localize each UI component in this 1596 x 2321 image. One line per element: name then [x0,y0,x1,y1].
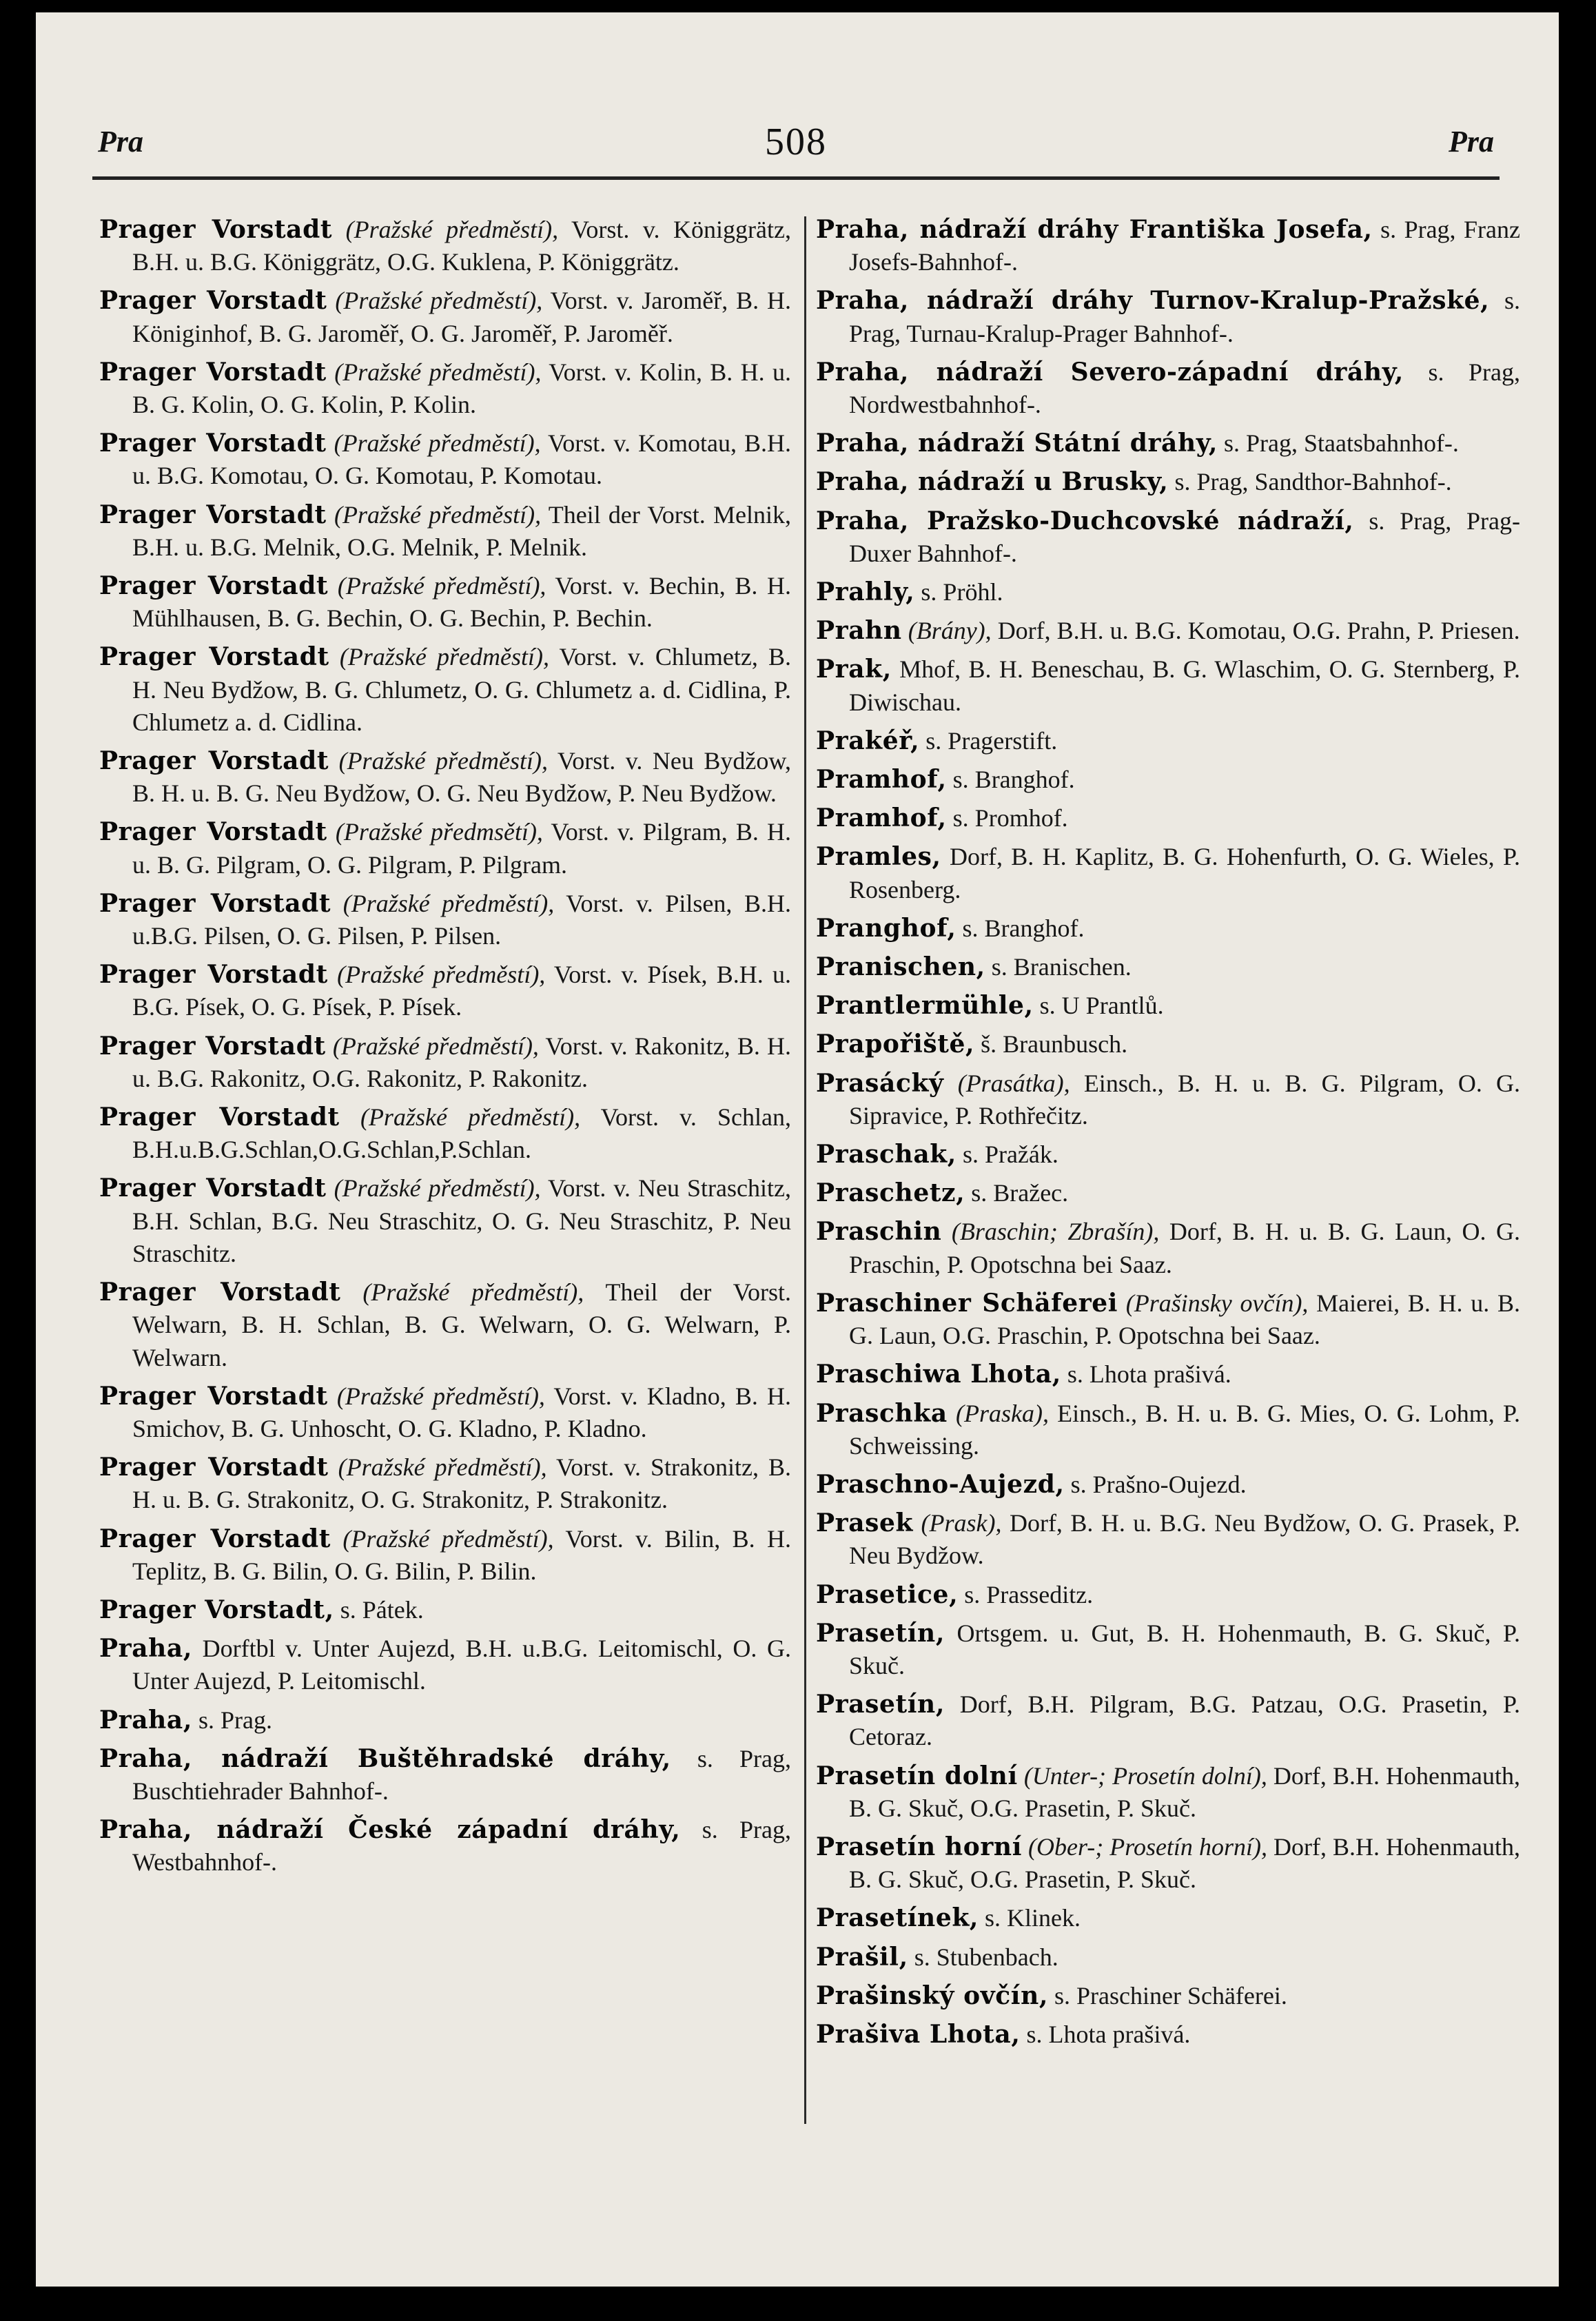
entry-headword: Pranischen, [816,952,985,982]
entry-description: Dorf, B.H. Hohenmauth, B. G. Skuč, O.G. Prasetin, P. Skuč. [849,1832,1520,1894]
entry-czech-name: (Unter-; Prosetín dolní), [1023,1761,1267,1790]
entry-headword: Prager Vorstadt [99,1031,326,1061]
gazetteer-entry [99,356,791,421]
entry-headword: Prager Vorstadt [99,817,327,847]
entry-czech-name: (Pražské předměstí), [337,572,546,600]
entry-description: s. Pragerstift. [919,726,1058,755]
gazetteer-entry [99,641,791,739]
gazetteer-entry [816,1760,1520,1825]
gazetteer-entry [816,1287,1520,1352]
gazetteer-entry [816,725,1520,757]
entry-description: s. Prašno-Oujezd. [1064,1470,1247,1498]
entry-description: s. U Prantlů. [1033,992,1164,1020]
gazetteer-entry [99,285,791,349]
entry-description: s. Branghof. [956,914,1085,942]
entry-czech-name: (Pražské předměstí), [360,1103,581,1132]
entry-headword: Prakéř, [816,726,920,755]
entry-description: Dorftbl v. Unter Aujezd, B.H. u.B.G. Leitomischl, O. G. Unter Aujezd, P. Leitomischl. [132,1635,791,1695]
entry-headword: Prahly, [816,577,915,607]
entry-headword: Praschetz, [816,1178,965,1208]
entry-czech-name: (Prasátka), [957,1069,1070,1097]
entry-headword: Prager Vorstadt, [99,1595,334,1624]
entry-description: s. Prag, Staatsbahnhof-. [1217,429,1459,458]
gazetteer-entry [99,888,791,952]
entry-headword: Praha, nádraží Buštěhradské dráhy, [99,1744,671,1773]
entry-description: s. Prasseditz. [958,1580,1094,1608]
entry-description: Dorf, B. H. u. B. G. Laun, O. G. Praschin, P. Opotschna bei Saaz. [849,1218,1520,1278]
entry-czech-name: (Prašinsky ovčín), [1125,1289,1309,1317]
gazetteer-entry [99,1030,791,1095]
entry-czech-name: (Pražské předměstí), [335,287,543,315]
entry-description: Vorst. v. Jaroměř, B. H. Königinhof, B. G. Jaroměř, O. G. Jaroměř, P. Jaroměř. [132,287,791,347]
gazetteer-entry [99,1451,791,1516]
entry-headword: Prasek [816,1509,914,1538]
entry-description: s. Promhof. [946,804,1068,832]
entry-description: s. Prag, Buschtiehrader Bahnhof-. [132,1744,792,1805]
left-column [99,214,791,1885]
gazetteer-entry [816,1507,1520,1572]
gazetteer-entry [99,1172,791,1270]
entry-headword: Prager Vorstadt [99,888,331,918]
gazetteer-entry [816,214,1520,278]
gazetteer-entry [816,427,1520,460]
entry-headword: Prašiva Lhota, [816,2019,1021,2049]
entry-headword: Prasetice, [816,1579,959,1609]
gazetteer-entry [99,499,791,564]
entry-description: Dorf, B.H. u. B.G. Komotau, O.G. Prahn, P. Priesen. [991,617,1520,645]
entry-description: Einsch., B. H. u. B. G. Mies, O. G. Lohm, P. Schweissing. [849,1399,1520,1460]
entry-description: s. Pátek. [334,1595,424,1624]
gazetteer-entry [816,576,1520,609]
entry-headword: Prasetín dolní [816,1761,1018,1790]
gazetteer-entry [816,1579,1520,1611]
entry-description: s. Praschiner Schäferei. [1047,1981,1287,2010]
gazetteer-entry [816,1398,1520,1462]
entry-description: Vorst. v. Kladno, B. H. Smichov, B. G. Unhoscht, O. G. Kladno, P. Kladno. [132,1382,791,1442]
gazetteer-entry [99,745,791,810]
gazetteer-entry [99,959,791,1023]
entry-description: Dorf, B. H. u. B.G. Neu Bydžow, O. G. Prasek, P. Neu Bydžow. [849,1509,1521,1570]
entry-headword: Praha, [99,1705,192,1735]
entry-description: Vorst. v. Königgrätz, B.H. u. B.G. Königgrätz, O.G. Kuklena, P. Königgrätz. [132,216,792,276]
entry-description: Vorst. v. Chlumetz, B. H. Neu Bydžow, B. G. Chlumetz, O. G. Chlumetz a. d. Cidlina, P. Chlumetz a. d. Cidlina. [132,643,791,736]
entry-headword: Prašinský ovčín, [816,1981,1048,2010]
entry-czech-name: (Pražské předměstí), [336,1382,545,1410]
entry-description: Vorst. v. Bilin, B. H. Teplitz, B. G. Bilin, O. G. Bilin, P. Bilin. [132,1524,791,1585]
gazetteer-entry [816,1028,1520,1061]
gazetteer-entry [99,1101,791,1166]
gazetteer-entry [816,1902,1520,1934]
entry-description: Vorst. v. Komotau, B.H. u. B.G. Komotau, O. G. Komotau, P. Komotau. [132,429,792,490]
gazetteer-entry [99,816,791,881]
gazetteer-entry [816,1980,1520,2012]
entry-czech-name: (Ober-; Prosetín horní), [1028,1832,1267,1861]
entry-headword: Prasetín, [816,1690,945,1719]
entry-description: s. Lhota prašivá. [1020,2020,1191,2048]
gazetteer-entry [816,912,1520,945]
entry-czech-name: (Pražské předměstí), [345,216,559,243]
entry-headword: Praha, Pražsko-Duchcovské nádraží, [816,506,1354,535]
entry-headword: Prager Vorstadt [99,286,327,316]
entry-description: s. Prag, Turnau-Kralup-Prager Bahnhof-. [849,287,1520,347]
entry-description: s. Klinek. [979,1904,1081,1932]
entry-czech-name: (Pražské předmsětí), [335,818,543,846]
entry-headword: Prahn [816,616,902,646]
entry-headword: Prasetín, [816,1618,945,1648]
gazetteer-entry [816,1941,1520,1974]
entry-headword: Prager Vorstadt [99,357,327,387]
gazetteer-entry [816,1469,1520,1501]
entry-czech-name: (Praska), [955,1399,1049,1427]
gazetteer-entry [816,841,1520,906]
entry-headword: Praschka [816,1398,948,1428]
book-page [36,12,1559,2287]
entry-headword: Prak, [816,655,892,684]
entry-czech-name: (Pražské předměstí), [334,358,542,386]
entry-description: Vorst. v. Písek, B.H. u. B.G. Písek, O. G. Písek, P. Písek. [132,961,792,1021]
entry-headword: Prager Vorstadt [99,960,328,990]
gazetteer-entry [99,1814,791,1879]
entry-description: Theil der Vorst. Melnik, B.H. u. B.G. Melnik, O.G. Melnik, P. Melnik. [132,500,791,561]
entry-description: Vorst. v. Kolin, B. H. u. B. G. Kolin, O. G. Kolin, P. Kolin. [132,358,791,419]
entry-description: s. Pražák. [956,1141,1058,1169]
entry-description: Vorst. v. Pilgram, B. H. u. B. G. Pilgram, O. G. Pilgram, P. Pilgram. [132,818,792,879]
entry-headword: Prasetín horní [816,1832,1022,1861]
entry-czech-name: (Pražské předměstí), [342,889,555,917]
gazetteer-entry [816,764,1520,796]
gazetteer-entry [816,285,1520,349]
entry-description: s. Prag, Prag-Duxer Bahnhof-. [849,507,1520,567]
page-header [95,117,1497,179]
entry-description: s. Prag, Franz Josefs-Bahnhof-. [849,216,1520,276]
gazetteer-entry [816,1617,1520,1682]
entry-headword: Prašil, [816,1942,908,1972]
entry-description: Dorf, B.H. Pilgram, B.G. Patzau, O.G. Prasetin, P. Cetoraz. [849,1690,1520,1751]
entry-description: š. Braunbusch. [974,1030,1128,1059]
entry-headword: Praha, [99,1634,192,1664]
entry-headword: Prasetínek, [816,1903,979,1933]
gazetteer-entry [816,466,1520,498]
entry-description: s. Prag, Westbahnhof-. [132,1816,791,1877]
entry-description: Theil der Vorst. Welwarn, B. H. Schlan, B. G. Welwarn, O. G. Welwarn, P. Welwarn. [132,1278,792,1371]
entry-headword: Praha, nádraží dráhy Turnov-Kralup-Pražské, [816,286,1490,316]
entry-description: s. Lhota prašivá. [1061,1360,1231,1389]
right-column [816,214,1520,2057]
entry-headword: Prager Vorstadt [99,642,329,672]
gazetteer-entry [99,1704,791,1737]
entry-headword: Prager Vorstadt [99,1381,328,1411]
running-head-left: Pra [98,125,143,159]
entry-headword: Prager Vorstadt [99,571,329,601]
gazetteer-entry [99,1743,791,1808]
gazetteer-entry [816,1177,1520,1209]
entry-headword: Praha, nádraží dráhy Františka Josefa, [816,215,1373,244]
gazetteer-entry [816,505,1520,570]
entry-description: Dorf, B.H. Hohenmauth, B. G. Skuč, O.G. Prasetin, P. Skuč. [849,1761,1521,1822]
gazetteer-entry [99,427,791,492]
entry-headword: Pramhof, [816,804,947,833]
entry-headword: Praha, nádraží České západní dráhy, [99,1815,681,1845]
gazetteer-entry [816,951,1520,983]
entry-headword: Praha, nádraží Severo-západní dráhy, [816,357,1404,387]
entry-czech-name: (Prask), [921,1509,1002,1537]
entry-headword: Prager Vorstadt [99,215,333,244]
entry-headword: Pranghof, [816,913,956,943]
entry-description: s. Branischen. [985,953,1132,981]
entry-headword: Praschin [816,1217,942,1247]
gazetteer-entry [99,214,791,278]
column-divider [804,216,806,2124]
entry-description: Ortsgem. u. Gut, B. H. Hohenmauth, B. G. Skuč, P. Skuč. [849,1619,1520,1679]
gazetteer-entry [816,615,1520,647]
gazetteer-entry [99,1594,791,1626]
running-head-right: Pra [1449,125,1494,159]
gazetteer-entry [816,653,1520,718]
entry-headword: Prager Vorstadt [99,1174,327,1203]
entry-description: Vorst. v. Pilsen, B.H. u.B.G. Pilsen, O. G. Pilsen, P. Pilsen. [132,889,791,950]
entry-czech-name: (Pražské předměstí), [334,500,542,529]
gazetteer-entry [99,1276,791,1374]
entry-headword: Praschak, [816,1140,956,1169]
entry-headword: Praschiwa Lhota, [816,1360,1061,1389]
entry-czech-name: (Pražské předměstí), [342,1524,554,1553]
entry-description: Vorst. v. Neu Bydžow, B. H. u. B. G. Neu Bydžow, O. G. Neu Bydžow, P. Neu Bydžow. [132,747,792,808]
entry-description: s. Prag, Nordwestbahnhof-. [849,358,1520,419]
entry-description: Dorf, B. H. Kaplitz, B. G. Hohenfurth, O. G. Wieles, P. Rosenberg. [849,843,1520,903]
entry-description: Maierei, B. H. u. B. G. Laun, O.G. Praschin, P. Opotschna bei Saaz. [849,1289,1520,1350]
entry-headword: Praschno-Aujezd, [816,1469,1065,1499]
entry-description: Vorst. v. Strakonitz, B. H. u. B. G. Strakonitz, O. G. Strakonitz, P. Strakonitz. [132,1453,792,1514]
gazetteer-entry [816,802,1520,835]
entry-description: Vorst. v. Neu Straschitz, B.H. Schlan, B.G. Neu Straschitz, O. G. Neu Straschitz, P. Neu Straschitz. [132,1174,791,1267]
entry-headword: Prager Vorstadt [99,1524,331,1553]
entry-description: Vorst. v. Bechin, B. H. Mühlhausen, B. G. Bechin, O. G. Bechin, P. Bechin. [132,572,791,633]
header-rule [92,176,1500,180]
entry-headword: Prager Vorstadt [99,500,327,529]
entry-headword: Praha, nádraží u Brusky, [816,467,1169,497]
gazetteer-entry [99,1380,791,1445]
entry-headword: Prager Vorstadt [99,1453,329,1482]
entry-headword: Prager Vorstadt [99,746,329,776]
entry-description: s. Prag. [192,1706,272,1734]
entry-headword: Praha, nádraží Státní dráhy, [816,429,1218,458]
entry-czech-name: (Brány), [908,617,992,645]
entry-czech-name: (Pražské předměstí), [362,1278,584,1307]
entry-description: s. Branghof. [946,766,1075,794]
entry-czech-name: (Pražské předměstí), [332,1032,539,1060]
entry-headword: Prager Vorstadt [99,429,327,458]
entry-description: s. Pröhl. [914,578,1003,606]
gazetteer-entry [816,1688,1520,1753]
gazetteer-entry [816,1358,1520,1391]
gazetteer-entry [99,1523,791,1588]
entry-czech-name: (Pražské předměstí), [339,643,549,671]
entry-description: Einsch., B. H. u. B. G. Pilgram, O. G. Sipravice, P. Rothřečitz. [849,1069,1520,1129]
gazetteer-entry [816,1138,1520,1171]
entry-description: s. Stubenbach. [908,1943,1058,1971]
entry-headword: Prasácký [816,1068,944,1098]
entry-czech-name: (Pražské předměstí), [334,1174,541,1203]
entry-czech-name: (Braschin; Zbrašín), [951,1218,1160,1246]
entry-headword: Prapořiště, [816,1030,975,1059]
gazetteer-entry [816,1216,1520,1280]
entry-description: Mhof, B. H. Beneschau, B. G. Wlaschim, O. G. Sternberg, P. Diwischau. [849,655,1520,716]
entry-czech-name: (Pražské předměstí), [338,1453,547,1482]
entry-description: Vorst. v. Schlan, B.H.u.B.G.Schlan,O.G.Schlan,P.Schlan. [132,1103,791,1164]
gazetteer-entry [816,1831,1520,1896]
entry-description: s. Prag, Sandthor-Bahnhof-. [1168,468,1452,496]
entry-headword: Prager Vorstadt [99,1278,341,1307]
entry-headword: Praschiner Schäferei [816,1288,1118,1318]
gazetteer-entry [816,356,1520,421]
gazetteer-entry [99,1633,791,1697]
page-number: 508 [765,121,827,163]
entry-headword: Prantlermühle, [816,991,1034,1021]
gazetteer-entry [99,570,791,635]
entry-czech-name: (Pražské předměstí), [338,747,549,775]
gazetteer-entry [816,2018,1520,2051]
entry-czech-name: (Pražské předměstí), [337,961,546,989]
entry-headword: Pramles, [816,842,941,872]
entry-description: Vorst. v. Rakonitz, B. H. u. B.G. Rakonitz, O.G. Rakonitz, P. Rakonitz. [132,1032,791,1092]
gazetteer-entry [816,990,1520,1022]
gazetteer-entry [816,1067,1520,1132]
entry-czech-name: (Pražské předměstí), [334,429,541,458]
entry-headword: Pramhof, [816,765,947,795]
entry-description: s. Bražec. [965,1179,1069,1207]
entry-headword: Prager Vorstadt [99,1103,340,1132]
